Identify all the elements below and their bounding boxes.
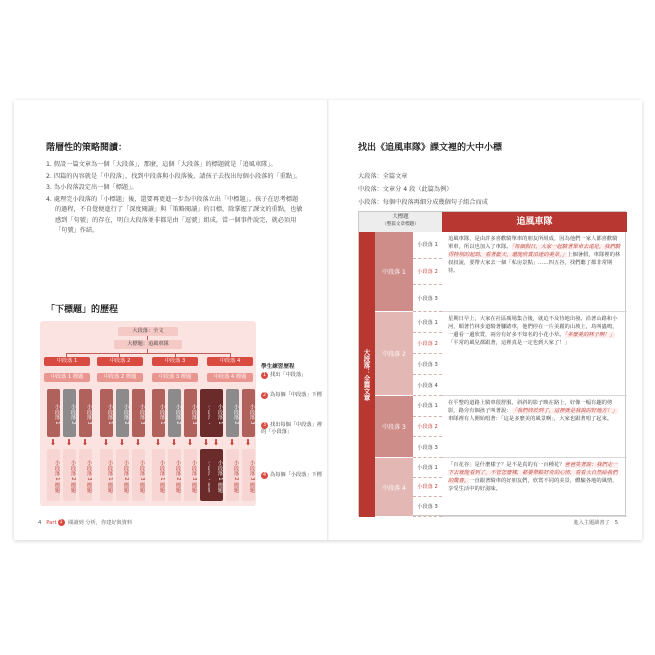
diagram-small-title: 小段落 1 標題 (100, 449, 113, 501)
table-small-section: 小段落 1 (413, 312, 442, 333)
page-number: 5 (614, 520, 618, 526)
running-header: 閱讀到 分析，你建好與資料 (68, 520, 133, 526)
diagram-section-2: 中段落 2 (97, 357, 143, 366)
diagram-section-1: 中段落 1 (44, 357, 90, 366)
right-footer (573, 519, 618, 526)
definition-line: 中段落：文章分 4 段（此篇為例） (358, 186, 453, 193)
connector (66, 353, 230, 354)
table-small-section: 小段落 3 (413, 437, 442, 458)
table-section-label: 中段落 4 (375, 458, 413, 517)
table-small-section: 小段落 2 (413, 478, 442, 498)
list-item: 1. 假設一篇文章為一個「大段落」，那麼，這個「大段落」的標題就是「追風車隊」。 (46, 161, 277, 168)
diagram-small-section: 小段落 3 (79, 389, 92, 437)
part-number-badge: 1 (59, 520, 63, 525)
step-number-badge: 3 (262, 423, 267, 428)
practice-step-1: 1 找出「中段落」 (262, 372, 307, 378)
diagram-small-section: 小段落 1 (152, 389, 165, 437)
table-small-section: 小段落 2 (413, 333, 442, 354)
table-small-section: 小段落 1 (413, 232, 442, 259)
left-footer (38, 519, 132, 526)
diagram-small-section: 小段落 3 (242, 389, 255, 437)
table-section-label: 中段落 1 (375, 232, 413, 312)
table-small-section: 小段落 2 (413, 259, 442, 286)
diagram-small-section: 小段落 3 (132, 389, 145, 437)
step-number-badge: 4 (262, 473, 267, 478)
practice-notes-title: 學生練習歷程 (261, 364, 295, 370)
arrow-down-icon: ⬇ (186, 438, 194, 447)
part-label: Part (46, 520, 57, 526)
table-small-section: 小段落 1 (413, 396, 442, 417)
diagram-small-title: 小段落 1 標題 (152, 449, 165, 501)
right-heading: 找出《追風車隊》課文裡的大中小標 (358, 143, 503, 153)
table-section-label: 中段落 2 (375, 312, 413, 396)
table-body-text: 星期日早上，大家在社區廣場集合後，就迫不及待地出發。沿著山路和小河，順著竹林步道騎著腳踏車，他們停在一片美麗的山坡上，鳥叫蟲鳴，一邊看一邊欣賞，兩旁有好多不知名的小花小草。「多麼美的林子啊！」「平常的風兒都跟著，這裡真是一定也到大家了！」 (442, 312, 627, 396)
diagram-small-title: 小段落 3 標題 (184, 449, 197, 501)
practice-step-2: 2 為每個「中段落」下標 (262, 392, 322, 398)
arrow-down-icon: ⬇ (134, 438, 142, 447)
table-header-label: 大標題 （整篇文章標題） (359, 212, 442, 232)
diagram-small-title: 小段落 2 標題 (116, 449, 129, 501)
table-small-section: 小段落 3 (413, 354, 442, 375)
list-item: 3. 為小段落設定出一個「標題」。 (46, 184, 138, 191)
diagram-small-title: 小段落 2 標題 (226, 449, 239, 501)
diagram-small-section: 小段落 1 (47, 389, 60, 437)
list-item: 4. 處理完小段落的「小標題」後，還要再更進一步為中段落立出「中標題」。孩子在思考標題的過程，不自覺便進行了「深度閱讀」與「策略閱讀」的目標，除掌握了課文的重點，也敏感到「句號」的存在，明白大段落並非都是由「逗號」組成，當一個事件說完，就必須用「句號」作結。 (46, 195, 303, 234)
running-header: 進入主題讀書了 (573, 520, 610, 526)
table-body-text: 「百花谷」是什麼樣子？是不是真的有一百種花？爸爸笑著說：我們走一下去就能看到了，不管怎麼樣，都要帶點好奇的心情，看看大自然給我們的驚喜。一直跟著騎車的好朋友們，欣賞不同的美景，體驗各地的風情，享受生活中的好滋味。 (442, 458, 627, 517)
table-small-section: 小段落 1 (413, 458, 442, 478)
arrow-down-icon: ⬇ (202, 438, 210, 447)
diagram-small-title: 小段落 3 標題 (79, 449, 92, 501)
arrow-down-icon: ⬇ (170, 438, 178, 447)
practice-step-3: 3 找出每個「中段落」裡的「小段落」 (261, 422, 322, 435)
list-item: 2. 四篇的內容就是「中段落」，找到中段落與小段落後，請孩子去找出每個小段落的「重點」。 (46, 172, 302, 180)
arrow-down-icon: ⬇ (118, 438, 126, 447)
diagram-section-4: 中段落 4 (207, 357, 253, 366)
left-page (14, 100, 328, 540)
definition-line: 小段落：每個中段落再細分成幾個句子組合而成 (358, 199, 488, 206)
diagram-mid-title-1: 中段落 1 標題 (44, 373, 90, 382)
diagram-small-section: 小段落 2 (226, 389, 239, 437)
diagram-small-title: 小段落 3 標題 (242, 449, 255, 501)
diagram-small-section: 小段落 1 (210, 389, 223, 437)
arrow-down-icon: ⬇ (212, 438, 220, 447)
table-small-section: 小段落 2 (413, 417, 442, 438)
arrow-down-icon: ⬇ (228, 438, 236, 447)
diagram-mid-title-3: 中段落 3 標題 (152, 373, 198, 382)
step-number-badge: 1 (262, 373, 267, 378)
big-section-label: 大段落：全篇文章 (359, 232, 375, 517)
diagram-heading: 「下標題」的歷程 (46, 305, 119, 315)
table-body-text: 追風車隊，是由許多喜歡騎單車的朋友所組成，因為他們一家人都喜歡騎單車，所以也加入了車隊。「每個假日，大家一起騎著單車去遠足，我們騎得特別的起勁，看著藍天，還能欣賞沿途的美景。」上個暑假，車隊裡的林叔叔說，要帶大家去一個「私房景點」……四五谷，找們聽了都非常期待。 (442, 232, 627, 312)
diagram-small-title: 小段落 2 標題 (168, 449, 181, 501)
arrow-down-icon: ⬇ (154, 438, 162, 447)
page-number: 4 (38, 520, 42, 526)
diagram-section-3: 中段落 3 (152, 357, 198, 366)
diagram-top-label: 大段落：全文 (118, 327, 178, 336)
arrow-down-icon: ⬇ (65, 438, 73, 447)
table-small-section: 小段落 3 (413, 497, 442, 517)
arrow-down-icon: ⬇ (244, 438, 252, 447)
diagram-big-title: 大標題：追風車隊 (114, 340, 182, 349)
strategy-list (46, 160, 304, 238)
table-body-text: 在平整的道路上騎車很舒服，斜斜的影子映在路上，好像一幅有趣的剪影，路旁有個孩子叫著說：「我們終於到了，這裡就是我說的好地方！」車隊裡有人開始唱著：「這是多麼美的風景啊」，大家也跟著唱了起來。 (442, 396, 627, 458)
title-hierarchy-diagram (40, 321, 256, 506)
diagram-small-title: 小段落 2 標題 (63, 449, 76, 501)
diagram-small-title: 小段落 1 標題 (47, 449, 60, 501)
definition-line: 大段落：全篇文章 (358, 173, 408, 180)
right-page (328, 100, 642, 540)
diagram-small-section: 小段落 1 (100, 389, 113, 437)
arrow-down-icon: ⬇ (49, 438, 57, 447)
diagram-small-section: 小段落 2 (116, 389, 129, 437)
diagram-mid-title-2: 中段落 2 標題 (97, 373, 143, 382)
diagram-small-section: 小段落 2 (63, 389, 76, 437)
diagram-small-title: 小段落 3 標題 (132, 449, 145, 501)
diagram-mid-title-4: 中段落 4 標題 (207, 373, 253, 382)
paragraph-definitions (358, 170, 488, 209)
table-story-title: 追風車隊 (442, 212, 627, 232)
table-small-section: 小段落 3 (413, 285, 442, 312)
step-number-badge: 2 (262, 393, 267, 398)
title-analysis-table (358, 211, 626, 516)
table-small-section: 小段落 4 (413, 375, 442, 396)
left-heading: 階層性的策略閱讀： (46, 143, 128, 153)
diagram-small-section: 小段落 3 (184, 389, 197, 437)
table-section-label: 中段落 3 (375, 396, 413, 458)
practice-step-4: 4 為每個「小段落」下標 (262, 472, 322, 478)
arrow-down-icon: ⬇ (102, 438, 110, 447)
arrow-down-icon: ⬇ (81, 438, 89, 447)
book-spread (14, 100, 642, 540)
diagram-small-section: 小段落 2 (168, 389, 181, 437)
diagram-small-title: 小段落 1 標題 (210, 449, 223, 501)
